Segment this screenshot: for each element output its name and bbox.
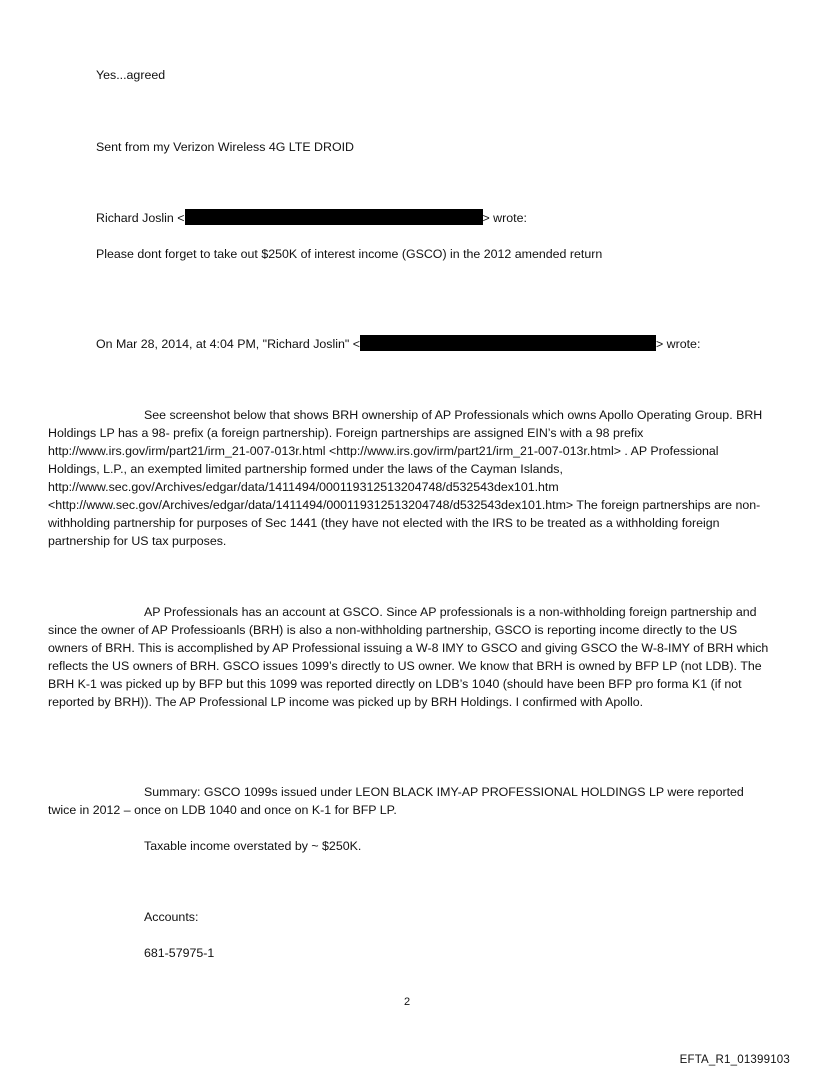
taxable-income-note: Taxable income overstated by ~ $250K. <box>144 839 362 853</box>
redaction-bar <box>185 209 483 225</box>
page-number: 2 <box>404 996 411 1008</box>
paragraph-text: Summary: GSCO 1099s issued under LEON BLACK IMY-AP PROFESSIONAL HOLDINGS LP were reported twice in 2012 – once on LDB 1040 and once on K-1 for BFP LP. <box>48 785 744 817</box>
quote2-header-suffix: > wrote: <box>655 337 701 351</box>
quote2-header-prefix: On Mar 28, 2014, at 4:04 PM, "Richard Joslin" < <box>96 337 360 351</box>
account-number: 681-57975-1 <box>144 946 215 960</box>
email-reply: Yes...agreed <box>96 68 166 82</box>
paragraph-gsco-account <box>48 603 772 711</box>
quote1-author-line <box>96 209 527 227</box>
quote2-header <box>96 335 700 353</box>
quote1-author-prefix: Richard Joslin < <box>96 211 185 225</box>
document-id-footer: EFTA_R1_01399103 <box>679 1054 790 1066</box>
paragraph-text: See screenshot below that shows BRH ownership of AP Professionals which owns Apollo Operating Group. BRH Holdings LP has a 98- prefix (a foreign partnership). Foreign partnerships are assigned EIN’s with a 98 prefix http://www.irs.gov/irm/part21/irm_21-007-013r.html <http://www.irs.gov/irm/part21/irm_21-007-013r.html> . AP Professional Holdings, L.P., an exempted limited partnership formed under the laws of the Cayman Islands, http://www.sec.gov/Archives/edgar/data/1411494/000119312513204748/d532543dex101.htm <http://www.sec.gov/Archives/edgar/data/1411494/000119312513204748/d532543dex101.htm> The foreign partnerships are non-withholding partnership for purposes of Sec 1441 (they have not elected with the IRS to be treated as a withholding foreign partnership for US tax purposes. <box>48 408 763 548</box>
accounts-label: Accounts: <box>144 910 199 924</box>
quote1-author-suffix: > wrote: <box>482 211 527 225</box>
email-signature: Sent from my Verizon Wireless 4G LTE DROID <box>96 140 354 154</box>
paragraph-text: AP Professionals has an account at GSCO. Since AP professionals is a non-withholding foreign partnership and since the owner of AP Professioanls (BRH) is also a non-withholding partnership, GSCO is reporting income directly to the US owners of BRH. This is accomplished by AP Professional issuing a W-8 IMY to GSCO and giving GSCO the W-8-IMY of BRH which reflects the US owners of BRH. GSCO issues 1099’s directly to US owner. We know that BRH is owned by BFP LP (not LDB). The BRH K-1 was picked up by BFP but this 1099 was reported directly on LDB’s 1040 (should have been BFP pro forma K1 (if not reported by BRH)). The AP Professional LP income was picked up by BRH Holdings. I confirmed with Apollo. <box>48 605 769 709</box>
redaction-bar <box>360 335 656 351</box>
paragraph-ownership <box>48 406 772 550</box>
paragraph-summary <box>48 783 772 819</box>
quote1-body: Please dont forget to take out $250K of interest income (GSCO) in the 2012 amended return <box>96 247 603 261</box>
